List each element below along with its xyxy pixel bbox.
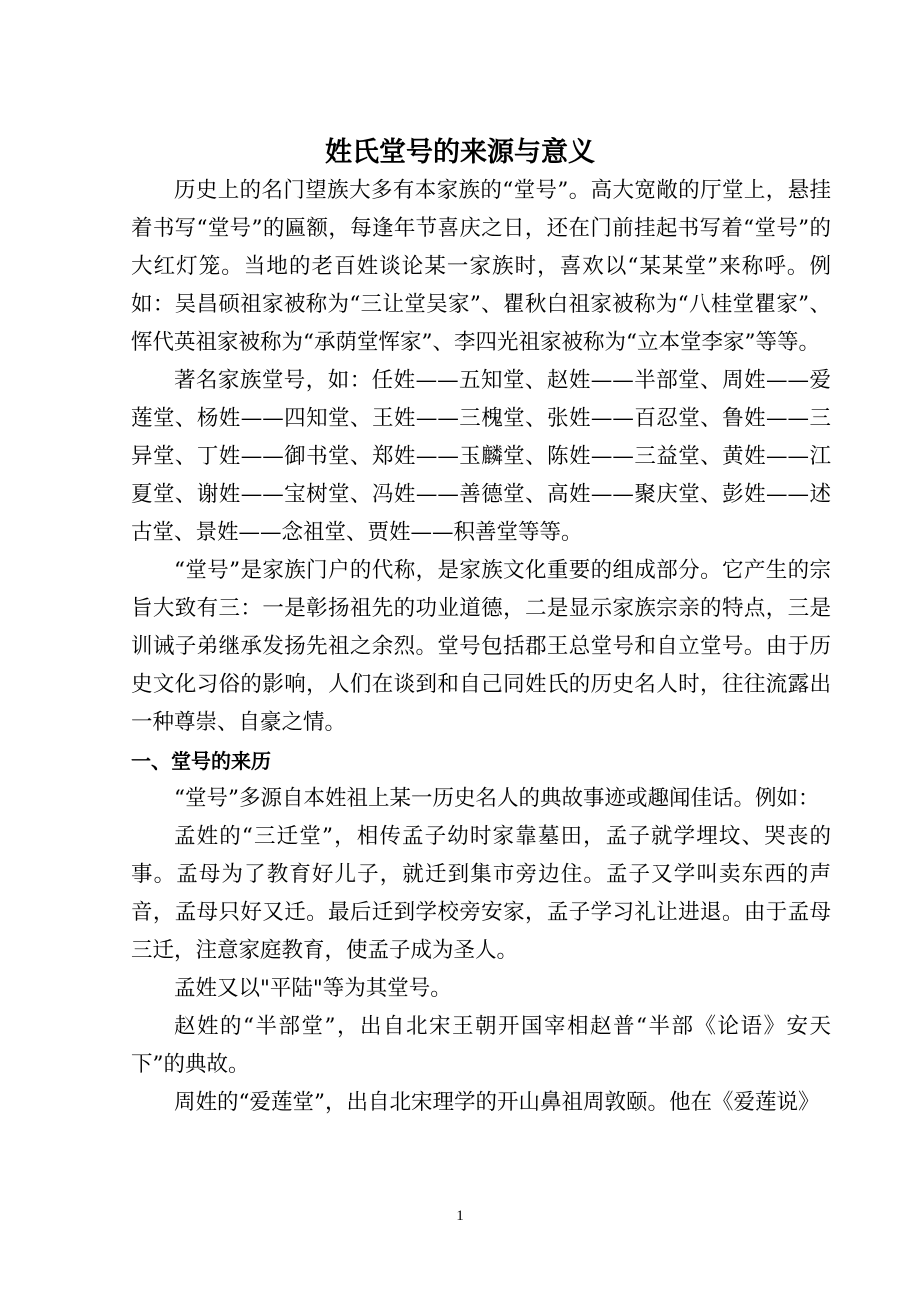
- famous-hall-names-paragraph: 著名家族堂号，如：任姓——五知堂、赵姓——半部堂、周姓——爱莲堂、杨姓——四知堂、王姓——三槐堂、张姓——百忍堂、鲁姓——三异堂、丁姓——御书堂、郑姓——玉麟堂、陈姓——三益堂、黄姓——江夏堂、谢姓——宝树堂、冯姓——善德堂、高姓——聚庆堂、彭姓——述古堂、景姓——念祖堂、贾姓——积善堂等等。: [131, 368, 831, 545]
- meng-sanqian-paragraph: 孟姓的“三迁堂”，相传孟子幼时家靠墓田，孟子就学埋坟、哭丧的事。孟母为了教育好儿子，就迁到集市旁边住。孟子又学叫卖东西的声音，孟母只好又迁。最后迁到学校旁安家，孟子学习礼让进退。由于孟母三迁，注意家庭教育，使孟子成为圣人。: [131, 824, 831, 963]
- zhao-banbu-paragraph: 赵姓的“半部堂”，出自北宋王朝开国宰相赵普“半部《论语》安天下”的典故。: [131, 1014, 831, 1077]
- document-body: [131, 172, 831, 1122]
- page-number: 1: [456, 1208, 464, 1224]
- origin-intro-paragraph: “堂号”多源自本姓祖上某一历史名人的典故事迹或趣闻佳话。例如：: [174, 786, 820, 811]
- meng-pinglu-paragraph: 孟姓又以"平陆"等为其堂号。: [174, 976, 452, 1001]
- hall-name-meaning-paragraph: “堂号”是家族门户的代称，是家族文化重要的组成部分。它产生的宗旨大致有三：一是彰扬祖先的功业道德，二是显示家族宗亲的特点，三是训诫子弟继承发扬先祖之余烈。堂号包括郡王总堂号和自立堂号。由于历史文化习俗的影响，人们在谈到和自己同姓氏的历史名人时，往往流露出一种尊崇、自豪之情。: [131, 558, 831, 735]
- zhou-ailian-paragraph: 周姓的“爱莲堂”，出自北宋理学的开山鼻祖周敦颐。他在《爱莲说》: [174, 1090, 820, 1115]
- intro-paragraph: 历史上的名门望族大多有本家族的“堂号”。高大宽敞的厅堂上，悬挂着书写“堂号”的匾额，每逢年节喜庆之日，还在门前挂起书写着“堂号”的大红灯笼。当地的老百姓谈论某一家族时，喜欢以“某某堂”来称呼。例如：吴昌硕祖家被称为“三让堂吴家”、瞿秋白祖家被称为“八桂堂瞿家”、恽代英祖家被称为“承荫堂恽家”、李四光祖家被称为“立本堂李家”等等。: [131, 178, 831, 355]
- document-title: 姓氏堂号的来源与意义: [325, 137, 595, 168]
- section-heading-origin: 一、堂号的来历: [131, 749, 271, 773]
